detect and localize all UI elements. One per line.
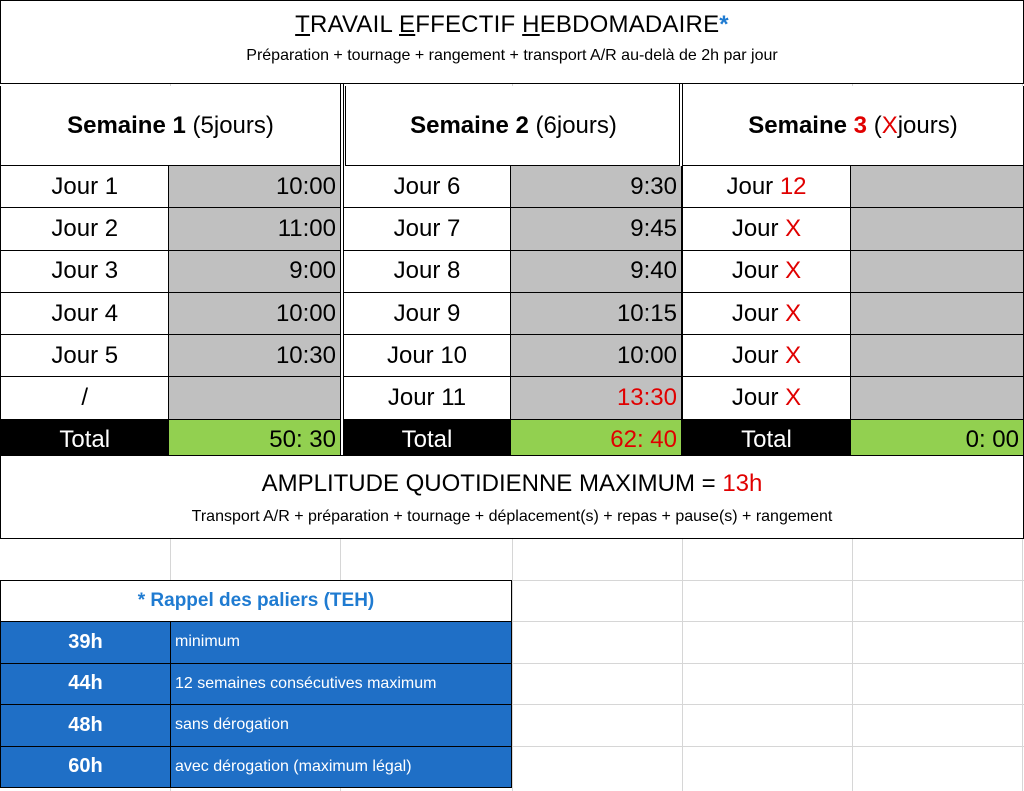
table-row: Jour 5 10:30 <box>0 335 341 377</box>
title-asterisk: * <box>719 11 729 38</box>
rappel-title: * Rappel des paliers (TEH) <box>0 580 512 622</box>
table-row: 48h sans dérogation <box>0 705 512 747</box>
week-2-header: Semaine 2 ( 6 jours) <box>345 86 682 166</box>
table-row: Jour X <box>683 335 1024 377</box>
table-row: Jour X <box>683 377 1024 419</box>
table-row: Jour 12 <box>683 166 1024 208</box>
table-row: Jour 1 10:00 <box>0 166 341 208</box>
week-3-table <box>683 166 1024 462</box>
page-title: TRAVAIL EFFECTIF HEBDOMADAIRE* <box>295 11 729 38</box>
table-row: 60h avec dérogation (maximum légal) <box>0 747 512 789</box>
table-row: / <box>0 377 341 419</box>
title-block <box>0 0 1024 84</box>
week-3-total[interactable]: 0: 00 <box>851 420 1024 462</box>
table-row: Jour 7 9:45 <box>344 208 682 250</box>
week-2-total[interactable]: 62: 40 <box>511 420 682 462</box>
week-1-total[interactable]: 50: 30 <box>169 420 341 462</box>
table-row: Jour 3 9:00 <box>0 251 341 293</box>
page-subtitle: Préparation + tournage + rangement + transport A/R au-delà de 2h par jour <box>246 47 778 64</box>
table-row: Jour 4 10:00 <box>0 293 341 335</box>
table-row: Jour X <box>683 208 1024 250</box>
week-3-header: Semaine 3 ( X jours) <box>682 86 1024 166</box>
table-row: Jour 11 13:30 <box>344 377 682 419</box>
amplitude-subtitle: Transport A/R + préparation + tournage + déplacement(s) + repas + pause(s) + rangement <box>191 508 833 525</box>
total-row: Total 50: 30 <box>0 420 341 462</box>
table-row: Jour 8 9:40 <box>344 251 682 293</box>
amplitude-block <box>0 455 1024 539</box>
table-row: Jour 6 9:30 <box>344 166 682 208</box>
total-row: Total 62: 40 <box>344 420 682 462</box>
amplitude-title: AMPLITUDE QUOTIDIENNE MAXIMUM = 13h <box>261 470 763 497</box>
table-row: Jour 10 10:00 <box>344 335 682 377</box>
week-1-table <box>0 166 341 462</box>
total-row: Total 0: 00 <box>683 420 1024 462</box>
table-row: Jour X <box>683 293 1024 335</box>
week-2-table <box>344 166 682 462</box>
table-row: Jour X <box>683 251 1024 293</box>
table-row: Jour 9 10:15 <box>344 293 682 335</box>
table-row: Jour 2 11:00 <box>0 208 341 250</box>
table-row: 44h 12 semaines consécutives maximum <box>0 664 512 706</box>
table-row: 39h minimum <box>0 622 512 664</box>
week-1-header: Semaine 1 ( 5 jours) <box>0 86 341 166</box>
